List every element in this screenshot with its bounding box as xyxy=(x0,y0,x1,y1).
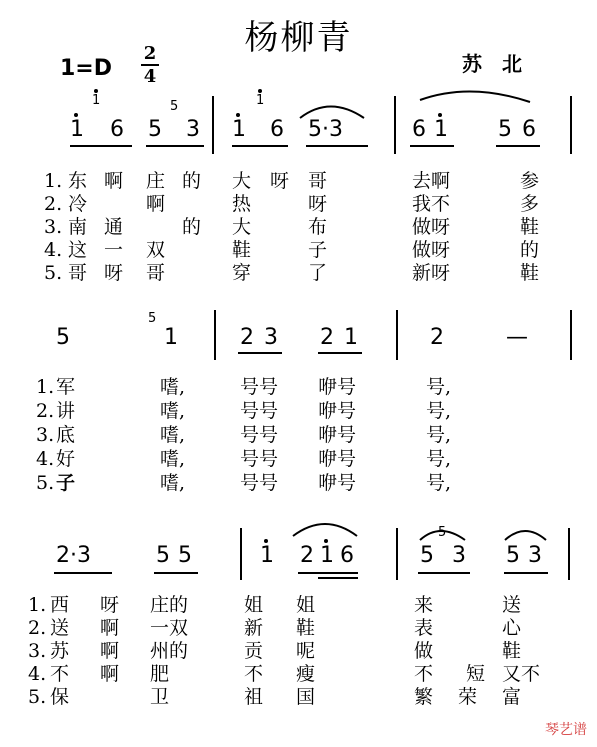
lyric: 嗜, xyxy=(160,472,186,494)
verse-number: 2. xyxy=(28,617,47,639)
lyric: 不 xyxy=(414,663,434,685)
lyric: 新呀 xyxy=(412,262,451,284)
lyric: 了 xyxy=(308,262,328,284)
note: 3 xyxy=(186,117,200,142)
note: 6 xyxy=(522,117,536,142)
slur-5 xyxy=(505,531,546,540)
verse-number: 5. xyxy=(44,262,63,284)
lyric: 双 xyxy=(146,239,166,261)
lyric: 底 xyxy=(56,424,76,446)
lyric: 新 xyxy=(244,617,264,639)
verse-number: 1. xyxy=(36,376,55,398)
grace-note: 1 xyxy=(92,93,101,108)
lyric: 瘦 xyxy=(296,663,316,685)
lyric: 鞋 xyxy=(232,239,252,261)
lyric: 号号 xyxy=(240,448,279,470)
lyric: 哥 xyxy=(146,262,166,284)
barline xyxy=(240,528,242,580)
lyric: 鞋 xyxy=(520,216,540,238)
barline xyxy=(396,528,398,580)
beam xyxy=(418,572,470,574)
note: 6 xyxy=(412,117,426,142)
lyric: 布 xyxy=(308,216,328,238)
lyric: 做呀 xyxy=(412,239,451,261)
lyric: 又不 xyxy=(502,663,541,685)
beam xyxy=(70,145,132,147)
beam xyxy=(298,572,358,574)
lyric: 做呀 xyxy=(412,216,451,238)
note: 5 xyxy=(498,117,512,142)
lyric: 啊 xyxy=(100,617,120,639)
lyric: 荣 xyxy=(458,686,478,708)
lyric: 呢 xyxy=(296,640,316,662)
high-octave-dot xyxy=(264,539,268,543)
note: 5·3 xyxy=(308,117,343,142)
note: 6 xyxy=(270,117,284,142)
note: 2 xyxy=(320,325,334,350)
beam xyxy=(504,572,548,574)
verse-number: 2. xyxy=(44,193,63,215)
lyric: 不 xyxy=(50,663,70,685)
beam xyxy=(54,572,112,574)
verse-number: 3. xyxy=(36,424,55,446)
lyric: 啊 xyxy=(104,170,124,192)
lyric: 号号 xyxy=(240,424,279,446)
grace-note: 5 xyxy=(170,99,179,114)
note: 5 xyxy=(156,543,170,568)
lyric: 哥 xyxy=(68,262,88,284)
lyric: 啊 xyxy=(146,193,166,215)
lyric: 大 xyxy=(232,170,252,192)
lyric: 子 xyxy=(56,472,76,494)
note: 5 xyxy=(506,543,520,568)
lyric: 呀 xyxy=(104,262,124,284)
lyric: 表 xyxy=(414,617,434,639)
lyric: 的 xyxy=(182,216,202,238)
beam xyxy=(238,352,282,354)
lyric: 通 xyxy=(104,216,124,238)
lyric: 富 xyxy=(502,686,522,708)
lyric: 心 xyxy=(502,617,522,639)
lyric: 热 xyxy=(232,193,252,215)
lyric: 庄 xyxy=(146,170,166,192)
lyric: 号, xyxy=(426,472,452,494)
high-octave-dot xyxy=(258,89,262,93)
lyric: 保 xyxy=(50,686,70,708)
high-octave-dot xyxy=(236,113,240,117)
note: 6 xyxy=(340,543,354,568)
lyric: 号, xyxy=(426,448,452,470)
barline xyxy=(570,310,572,360)
lyric: 大 xyxy=(232,216,252,238)
lyric: 不 xyxy=(244,663,264,685)
song-origin: 苏北 xyxy=(462,52,542,76)
lyric: 号号 xyxy=(240,472,279,494)
time-signature-bottom: 4 xyxy=(143,66,157,87)
verse-number: 4. xyxy=(28,663,47,685)
note: 1 xyxy=(320,543,334,568)
lyric: 贡 xyxy=(244,640,264,662)
note: 1 xyxy=(434,117,448,142)
lyric: 一双 xyxy=(150,617,189,639)
lyric: 嗜, xyxy=(160,448,186,470)
lyric: 呀 xyxy=(100,594,120,616)
lyric: 好 xyxy=(56,448,76,470)
note: 5 xyxy=(56,325,70,350)
note: 1 xyxy=(232,117,246,142)
lyric: 这 xyxy=(68,239,88,261)
lyric: 咿号 xyxy=(318,472,357,494)
beam xyxy=(410,145,454,147)
lyric: 送 xyxy=(502,594,522,616)
note: 3 xyxy=(452,543,466,568)
lyric: 来 xyxy=(414,594,434,616)
barline xyxy=(212,96,214,154)
note: 6 xyxy=(110,117,124,142)
lyric: 苏 xyxy=(50,640,70,662)
verse-number: 5. xyxy=(36,472,55,494)
lyric: 子 xyxy=(308,239,328,261)
lyric: 做 xyxy=(414,640,434,662)
verse-number: 3. xyxy=(44,216,63,238)
time-signature-top: 2 xyxy=(143,43,157,64)
beam xyxy=(306,145,368,147)
lyric: 穿 xyxy=(232,262,252,284)
lyric: 啊 xyxy=(100,663,120,685)
note: 3 xyxy=(264,325,278,350)
lyric: 送 xyxy=(50,617,70,639)
barline xyxy=(394,96,396,154)
lyric: 繁 xyxy=(414,686,434,708)
lyric: 嗜, xyxy=(160,376,186,398)
site-watermark: 琴艺谱 xyxy=(545,722,587,738)
lyric: 卫 xyxy=(150,686,170,708)
lyric: 号号 xyxy=(240,400,279,422)
verse-number: 5. xyxy=(28,686,47,708)
note: — xyxy=(506,325,528,350)
slur-2 xyxy=(420,91,530,102)
lyric: 肥 xyxy=(150,663,170,685)
lyric: 号, xyxy=(426,424,452,446)
lyric: 我不 xyxy=(412,193,451,215)
lyric: 的 xyxy=(520,239,540,261)
lyric: 嗜, xyxy=(160,424,186,446)
verse-number: 1. xyxy=(28,594,47,616)
beam xyxy=(318,577,358,579)
note: 2 xyxy=(240,325,254,350)
note: 5 xyxy=(178,543,192,568)
note: 2·3 xyxy=(56,543,91,568)
verse-number: 3. xyxy=(28,640,47,662)
note: 5 xyxy=(420,543,434,568)
lyric: 咿号 xyxy=(318,376,357,398)
lyric: 号号 xyxy=(240,376,279,398)
lyric: 讲 xyxy=(56,400,76,422)
lyric: 去啊 xyxy=(412,170,451,192)
lyric: 一 xyxy=(104,239,124,261)
barline xyxy=(214,310,216,360)
high-octave-dot xyxy=(324,539,328,543)
note: 1 xyxy=(70,117,84,142)
high-octave-dot xyxy=(438,113,442,117)
grace-note: 5 xyxy=(148,311,157,326)
beam xyxy=(318,352,362,354)
lyric: 东 xyxy=(68,170,88,192)
lyric: 参 xyxy=(520,170,540,192)
beam xyxy=(146,145,204,147)
lyric: 咿号 xyxy=(318,400,357,422)
lyric: 姐 xyxy=(244,594,264,616)
high-octave-dot xyxy=(94,89,98,93)
lyric: 冷 xyxy=(68,193,88,215)
lyric: 南 xyxy=(68,216,88,238)
beam xyxy=(496,145,540,147)
lyric: 西 xyxy=(50,594,70,616)
note: 3 xyxy=(528,543,542,568)
lyric: 号, xyxy=(426,376,452,398)
lyric: 咿号 xyxy=(318,424,357,446)
note: 1 xyxy=(344,325,358,350)
lyric: 军 xyxy=(56,376,76,398)
note: 1 xyxy=(164,325,178,350)
high-octave-dot xyxy=(74,113,78,117)
lyric: 州的 xyxy=(150,640,189,662)
verse-number: 4. xyxy=(36,448,55,470)
grace-note: 1 xyxy=(256,93,265,108)
lyric: 姐 xyxy=(296,594,316,616)
note: 1 xyxy=(260,543,274,568)
key-signature: 1=D xyxy=(60,56,113,81)
lyric: 庄的 xyxy=(150,594,189,616)
beam xyxy=(154,572,198,574)
lyric: 鞋 xyxy=(502,640,522,662)
lyric: 的 xyxy=(182,170,202,192)
lyric: 呀 xyxy=(270,170,290,192)
barline xyxy=(568,528,570,580)
lyric: 呀 xyxy=(308,193,328,215)
verse-number: 2. xyxy=(36,400,55,422)
lyric: 祖 xyxy=(244,686,264,708)
verse-number: 4. xyxy=(44,239,63,261)
song-title: 杨柳青 xyxy=(244,18,353,58)
lyric: 号, xyxy=(426,400,452,422)
lyric: 国 xyxy=(296,686,316,708)
lyric: 啊 xyxy=(100,640,120,662)
note: 5 xyxy=(148,117,162,142)
barline xyxy=(396,310,398,360)
lyric: 多 xyxy=(520,193,540,215)
note: 2 xyxy=(300,543,314,568)
barline xyxy=(570,96,572,154)
lyric: 鞋 xyxy=(520,262,540,284)
lyric: 嗜, xyxy=(160,400,186,422)
slur-3 xyxy=(293,524,357,536)
beam xyxy=(232,145,288,147)
note: 2 xyxy=(430,325,444,350)
lyric: 鞋 xyxy=(296,617,316,639)
lyric: 短 xyxy=(466,663,486,685)
grace-note: 5 xyxy=(438,525,447,540)
verse-number: 1. xyxy=(44,170,63,192)
lyric: 咿号 xyxy=(318,448,357,470)
lyric: 哥 xyxy=(308,170,328,192)
